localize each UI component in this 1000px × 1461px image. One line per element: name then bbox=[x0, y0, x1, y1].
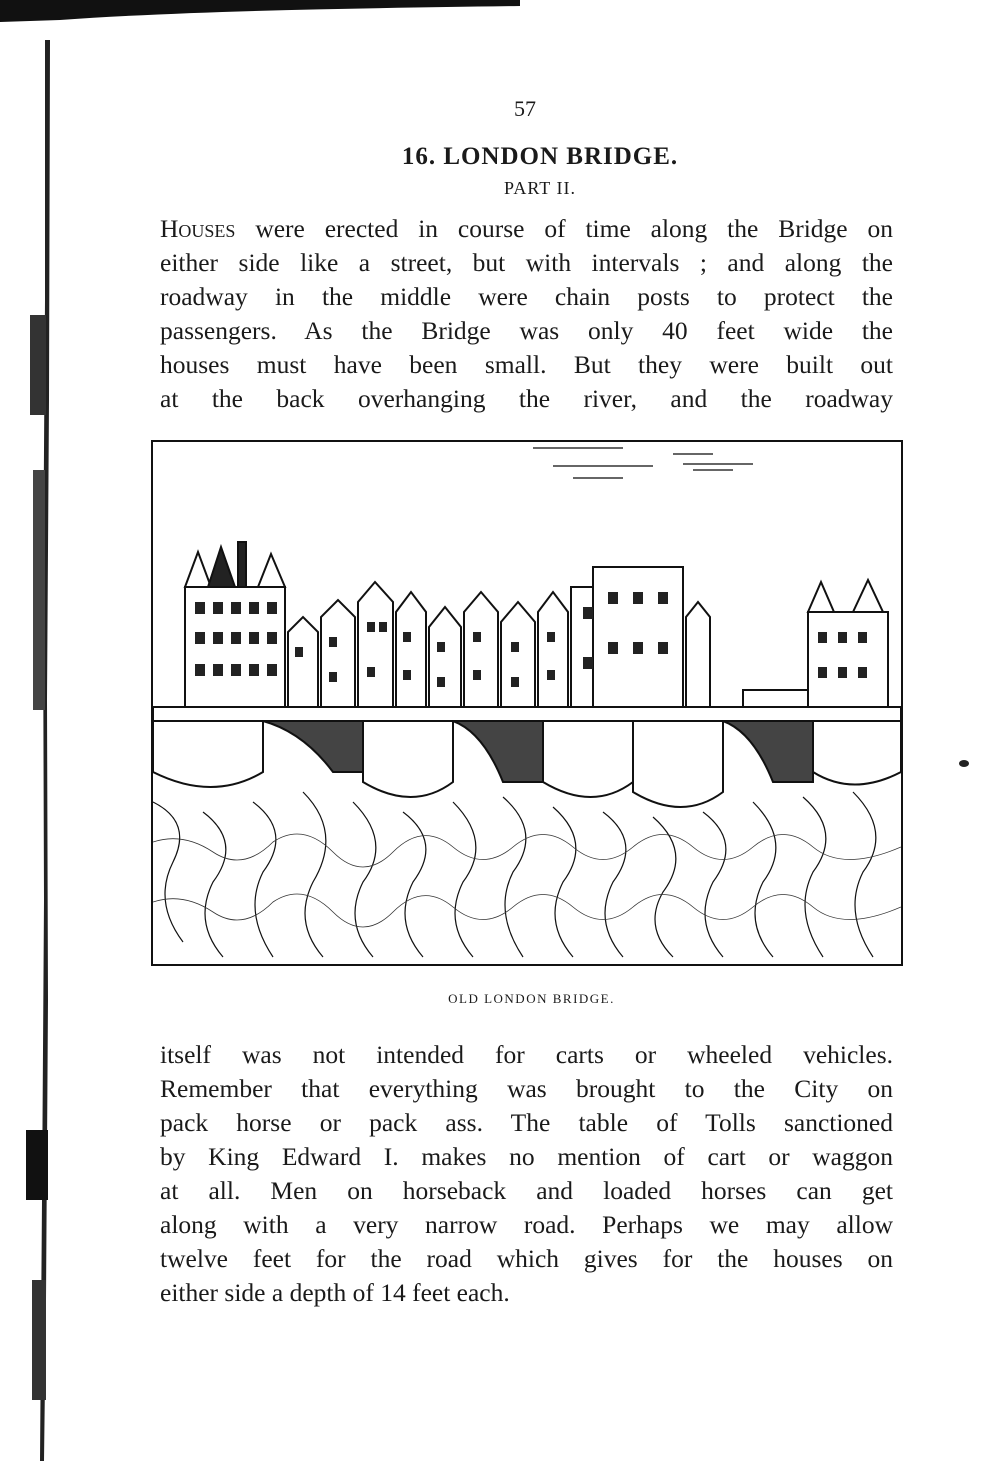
text-line: at all. Men on horseback and loaded horses can get bbox=[160, 1176, 893, 1205]
dropcap-word: Houses bbox=[160, 214, 236, 243]
text-line: roadway in the middle were chain posts to protect the bbox=[160, 282, 893, 311]
paragraph-bottom bbox=[160, 1038, 893, 1310]
ink-speck bbox=[959, 760, 969, 767]
text-line bbox=[160, 212, 893, 246]
text-line: either side a depth of 14 feet each. bbox=[160, 1278, 510, 1307]
text-line: pack horse or pack ass. The table of Tolls sanctioned bbox=[160, 1108, 893, 1137]
part-label: PART II. bbox=[504, 178, 576, 198]
text-line-content: were erected in course of time along the Bridge on bbox=[255, 214, 893, 243]
paragraph-top bbox=[160, 212, 893, 416]
page-number: 57 bbox=[514, 96, 536, 121]
bridge-illustration bbox=[151, 440, 903, 966]
scan-shadow-left bbox=[0, 0, 60, 1461]
text-line: by King Edward I. makes no mention of cart or waggon bbox=[160, 1142, 893, 1171]
text-line: along with a very narrow road. Perhaps we may allow bbox=[160, 1210, 893, 1239]
chapter-title: 16. LONDON BRIDGE. bbox=[401, 143, 679, 170]
text-line: houses must have been small. But they were built out bbox=[160, 350, 893, 379]
text-line: passengers. As the Bridge was only 40 feet wide the bbox=[160, 316, 893, 345]
scan-shadow-top bbox=[0, 0, 520, 22]
text-line: either side like a street, but with intervals ; and along the bbox=[160, 248, 893, 277]
text-line: Remember that everything was brought to the City on bbox=[160, 1074, 893, 1103]
text-line: itself was not intended for carts or wheeled vehicles. bbox=[160, 1040, 893, 1069]
bridge-engraving bbox=[153, 442, 901, 964]
text-line: at the back overhanging the river, and the roadway bbox=[160, 384, 893, 413]
figure-caption: OLD LONDON BRIDGE. bbox=[448, 991, 615, 1006]
text-line: twelve feet for the road which gives for the houses on bbox=[160, 1244, 893, 1273]
